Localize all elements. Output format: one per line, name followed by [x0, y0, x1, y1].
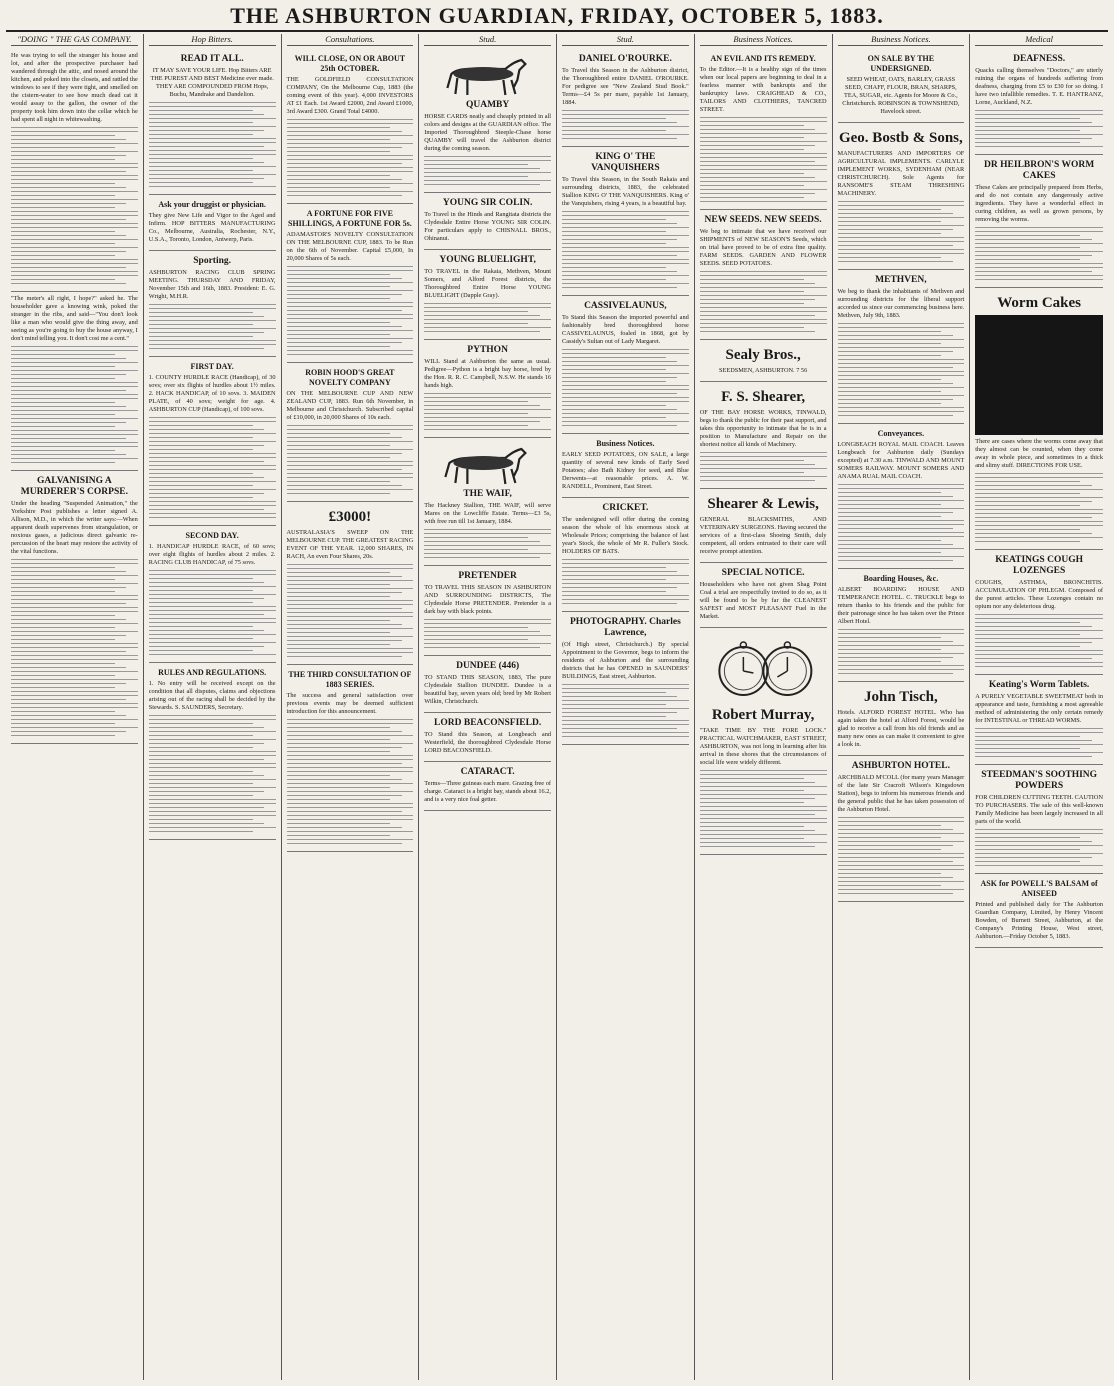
ad-headline: METHVEN,	[875, 275, 927, 285]
advertisement	[838, 123, 965, 270]
advertisement	[562, 49, 689, 147]
advertisement	[287, 204, 414, 363]
ad-headline: THE WAIF,	[463, 489, 512, 499]
advertisement	[287, 363, 414, 502]
ad-headline: STEEDMAN'S SOOTHING POWDERS	[981, 770, 1098, 791]
ad-text: The undersigned will offer during the coming season the whole of his enormous stock at Wholesale Prices; comprising the balance of last year's Stock, the whole of Mr R. Fuller's Stock. HOLDERS OF BATS.	[562, 516, 689, 555]
ad-headline: FIRST DAY.	[190, 362, 234, 371]
advertisement	[700, 340, 827, 382]
article-text: "The meter's all right, I hope?" asked he. The householder gave a knowing wink, poked the stranger in the ribs, and said—"You don't look like a man who would give the thing away, and seeing as you're going to buy the house anyway, I don't mind telling you. It don't cost me a cent."	[11, 295, 138, 342]
ad-text: MANUFACTURERS AND IMPORTERS OF AGRICULTURAL IMPLEMENTS. CARLYLE IMPLEMENT WORKS, SYDENHAM (NEAR CHRISTCHURCH). Sole Agents for RANSOME'S STEAM THRESHING MACHINERY.	[837, 150, 965, 197]
advertisement	[287, 502, 414, 665]
ad-headline: PHOTOGRAPHY. Charles Lawrence,	[569, 617, 681, 638]
ad-headline: KEATINGS COUGH LOZENGES	[995, 555, 1083, 576]
advertisement	[975, 288, 1103, 550]
ink-blot	[975, 315, 1103, 435]
text-lines	[975, 829, 1103, 866]
text-lines	[562, 211, 689, 288]
ad-headline: CASSIVELAUNUS,	[584, 301, 667, 311]
advertisement	[149, 251, 276, 357]
advertisement	[424, 566, 551, 656]
column-heading: Business Notices.	[700, 34, 827, 46]
text-lines	[975, 110, 1103, 147]
advertisement	[562, 147, 689, 296]
text-lines	[11, 559, 138, 736]
text-lines	[149, 715, 276, 832]
ad-text: The success and general satisfaction over previous events may be deemed sufficient introduction for this announcement.	[286, 692, 414, 715]
horse-illustration	[424, 54, 551, 98]
ad-headline: THE THIRD CONSULTATION OF 1883 SERIES.	[288, 670, 412, 689]
ad-text: TO STAND THIS SEASON, 1883, The pure Clydesdale Stallion DUNDEE. Dundee is a beautiful bay, seven years old; bred by Mr Robert Wilkin, Christchurch.	[424, 674, 551, 705]
ad-headline: DR HEILBRON'S WORM CAKES	[984, 160, 1095, 181]
advertisement	[562, 296, 689, 434]
advertisement	[700, 489, 827, 563]
ad-text: To Travel this Season, in the South Rakaia and surrounding districts, 1883, the celebrated Stallion KING O' THE VANQUISHERS. King o' the Vanquishers, rising 4 years, is a beautiful bay.	[562, 176, 689, 207]
column-heading: "DOING " THE GAS COMPANY.	[11, 34, 138, 46]
text-lines	[287, 266, 414, 355]
advertisement	[975, 49, 1103, 155]
advertisement	[424, 713, 551, 762]
ad-text: These Cakes are principally prepared from Herbs, and do not contain any dangerously active ingredients. They have a wonderful effect in curing children, as well as grown persons, by removing the worms.	[975, 184, 1103, 223]
ad-headline: ASK for POWELL'S BALSAM of ANISEED	[980, 879, 1098, 898]
advertisement	[838, 49, 965, 123]
ad-headline: Worm Cakes	[997, 295, 1081, 311]
text-lines	[838, 201, 965, 262]
ad-text: "TAKE TIME BY THE FORE LOCK." PRACTICAL WATCHMAKER, EAST STREET, ASHBURTON, was not long in learning after his arrival in these shores that the circumstances of social life were widely different.	[699, 727, 827, 766]
advertisement	[700, 49, 827, 210]
ad-text: Hotels. ALFORD FOREST HOTEL. Who has again taken the hotel at Alford Forest, would be glad to receive a call from his old friends and as many new ones as can make it convenient to give a look in.	[837, 709, 965, 748]
ad-headline: NEW SEEDS. NEW SEEDS.	[704, 215, 822, 225]
column-7	[833, 34, 971, 1380]
advertisement	[838, 756, 965, 902]
ad-text: AUSTRALASIA'S SWEEP ON THE MELBOURNE CUP. THE GREATEST RACING EVENT OF THE YEAR. 12,000 SHARES, IN RACH, An even Four Shares, 20s.	[286, 529, 414, 560]
text-lines	[838, 817, 965, 894]
text-lines	[700, 117, 827, 202]
ad-headline: KING O' THE VANQUISHERS	[591, 152, 660, 173]
article-headline: GALVANISING A MURDERER'S CORPSE.	[20, 476, 128, 497]
advertisement	[424, 656, 551, 713]
text-lines	[149, 570, 276, 655]
ad-headline: YOUNG BLUELIGHT,	[439, 255, 536, 265]
article-text: He was trying to sell the stranger his house and lot, and after the prospective purchaser had wandered through the attic, and nosed around the kitchen, and poked into the closets, and rattled the windows to see if they were tight, and smelled on the cistern-water to see how much dead cat it would assay to the gallon, the owner of the property took him down into the cellar which he had spent all night in whitewashing.	[11, 52, 138, 123]
ad-headline: READ IT ALL.	[180, 54, 244, 64]
text-lines	[11, 127, 138, 284]
ad-text: Householders who have not given Shag Point Coal a trial are respectfully invited to do so, as it will be found to be by far the CLEANEST SAFEST and MOST PLEASANT Fuel in the Market.	[699, 581, 827, 620]
ad-headline: John Tisch,	[864, 689, 938, 705]
ad-headline: SECOND DAY.	[185, 531, 239, 540]
column-heading: Business Notices.	[838, 34, 965, 46]
ad-headline: DANIEL O'ROURKE.	[578, 54, 672, 64]
ad-headline: DEAFNESS.	[1013, 54, 1066, 64]
column-heading: Medical	[975, 34, 1103, 46]
ad-text: We beg to thank the inhabitants of Methven and surrounding districts for the liberal support accorded us since our commencing business here. Methven, July 9th, 1883.	[837, 288, 965, 319]
ad-headline: ROBIN HOOD'S GREAT NOVELTY COMPANY	[305, 368, 395, 387]
ad-text: LONGBEACH ROYAL MAIL COACH. Leaves Longbeach for Ashburton daily (Sundays excepted) at 7.30 a.m. TINWALD AND MOUNT SOMERS RAILWAY. MOUNT SOMERS AND ANAMA RUAL MAIL COACH.	[837, 441, 965, 480]
advertisement	[975, 155, 1103, 288]
ad-text: Quacks calling themselves "Doctors," are utterly ruining the organs of hundreds suffering from deafness, charging from £5 to £30 for so doing. I have two infallible remedies. T. E. HANTRANZ, Lorne, Auckland, N.Z.	[975, 67, 1103, 106]
advertisement	[424, 193, 551, 250]
advertisement	[287, 665, 414, 852]
ad-text: EARLY SEED POTATOES, ON SALE, a large quantity of several new kinds of Early Seed Potatoes; also Bath Kidney for seed, and Blue Derwents—at reasonable prices. A. W. RANDELL, Prominent, East Street.	[562, 451, 689, 490]
advertisement	[975, 675, 1103, 765]
text-lines	[838, 629, 965, 674]
ad-text: Terms—Three guineas each mare. Grazing free of charge. Cataract is a bright bay, stands about 16.2, and is a very nice foal getter.	[424, 780, 551, 803]
advertisement	[838, 682, 965, 756]
advertisement	[562, 612, 689, 745]
text-lines	[562, 559, 689, 604]
horse-illustration	[424, 443, 551, 487]
text-lines	[424, 156, 551, 185]
ad-headline: Sealy Bros.,	[725, 347, 801, 363]
ad-text: TO TRAVEL in the Rakaia, Methven, Mount Somers, and Alford Forest districts, the Thoroughbred Entire Horse YOUNG BLUELIGHT (Dapple Gray).	[424, 268, 551, 299]
ad-text: OF THE BAY HORSE WORKS, TINWALD, begs to thank the public for their past support, and takes this opportunity to intimate that he is in a position to Manufacture and Repair on the shortest notice all kinds of Machinery.	[699, 409, 827, 448]
ad-text: IT MAY SAVE YOUR LIFE. Hop Bitters ARE THE PUREST AND BEST Medicine ever made. THEY ARE COMPOUNDED FROM Hops, Buchu, Mandrake and Dandelion.	[150, 67, 274, 98]
text-lines	[838, 323, 965, 416]
ad-headline: ON SALE BY THE UNDERSIGNED.	[867, 54, 935, 73]
column-heading: Hop Bitters.	[149, 34, 276, 46]
ad-text: SEEDSMEN, ASHBURTON. 7 56	[719, 367, 808, 374]
advertisement	[424, 762, 551, 811]
column-2	[144, 34, 282, 1380]
ad-text: COUGHS, ASTHMA, BRONCHITIS. ACCUMULATION OF PHLEGM. Composed of the purest articles. These Lozenges contain no opium nor any deleterious drug.	[975, 579, 1103, 610]
text-lines	[287, 719, 414, 844]
advertisement	[700, 563, 827, 628]
article	[11, 471, 138, 744]
ad-headline: Geo. Bostb & Sons,	[838, 130, 963, 146]
column-5	[557, 34, 695, 1380]
text-lines	[562, 684, 689, 737]
ad-text: ADAMASTOR'S NOVELTY CONSULTATION ON THE MELBOURNE CUP, 1883. To be Run on the 6th of November. Capital £5,000, In 20,000 Shares of 5s each.	[286, 231, 414, 262]
text-lines	[424, 619, 551, 648]
ad-headline: F. S. Shearer,	[721, 389, 806, 405]
ad-headline: DUNDEE (446)	[456, 661, 520, 671]
advertisement	[149, 49, 276, 195]
ad-headline: Sporting.	[193, 256, 231, 266]
ad-text: ON THE MELBOURNE CUP AND NEW ZEALAND CUP, 1883. Run 6th November, in Melbourne and Christchurch. Subscribed capital of £10,000, in 20,000 Shares of 10s each.	[286, 390, 414, 421]
ad-headline: PRETENDER	[458, 571, 517, 581]
ad-text: ARCHIBALD M'COLL (for many years Manager of the late Sir Cracroft Wilson's Kingsdown Station), begs to inform his numerous friends and the general public that he has taken possession of the Ashburton Hotel.	[837, 774, 965, 813]
text-lines	[700, 770, 827, 847]
ad-headline: Robert Murray,	[711, 707, 815, 723]
ad-headline: A FORTUNE FOR FIVE SHILLINGS, A FORTUNE FOR 5s.	[288, 209, 412, 228]
ad-text: 1. No entry will be received except on the condition that all disputes, claims and objections arising out of the racing shall be decided by the Stewards. S. SAUNDERS, Secretary.	[148, 680, 276, 711]
text-lines	[562, 349, 689, 426]
ad-headline: £3000!	[328, 509, 372, 525]
advertisement	[562, 434, 689, 498]
ad-headline: LORD BEACONSFIELD.	[434, 718, 542, 728]
ad-text: They give New Life and Vigor to the Aged and Infirm. HOP BITTERS MANUFACTURING Co., Melbourne, Australia, Rochester, N.Y., U.S.A., Toronto, London, Antwerp, Paris.	[148, 212, 276, 243]
ad-text: (Of High street, Christchurch.) By special Appointment to the Governor, begs to inform the residents of Ashburton and the surrounding districts that he has OPENED in SAUNDERS' BUILDINGS, East street, Ashburton.	[562, 641, 689, 680]
text-lines	[149, 304, 276, 349]
ad-text: We beg to intimate that we have received our SHIPMENTS of NEW SEASON'S Seeds, which on trial have proved to be of extra fine quality. FARM SEEDS. GARDEN AND FLOWER SEEDS. SEED POTATOES.	[699, 228, 827, 267]
advertisement	[562, 498, 689, 612]
text-lines	[424, 393, 551, 430]
advertisement	[424, 49, 551, 193]
text-lines	[287, 119, 414, 196]
ad-headline: Keating's Worm Tablets.	[988, 680, 1090, 690]
advertisement	[424, 438, 551, 566]
advertisement	[700, 210, 827, 340]
ad-text: HORSE CARDS neatly and cheaply printed in all colors and designs at the GUARDIAN office. The Imported Thoroughbred Steeple-Chase horse QUAMBY will travel the Ashburton district during the coming season.	[424, 113, 551, 152]
advertisement	[975, 550, 1103, 675]
column-heading: Stud.	[424, 34, 551, 46]
ad-text: ALBERT BOARDING HOUSE AND TEMPERANCE HOTEL. C. TRUCKLE begs to return thanks to his friends and the public for their patronage since he has taken over the Prince Albert Hotel.	[837, 586, 965, 625]
text-lines	[424, 529, 551, 558]
ad-text: FOR CHILDREN CUTTING TEETH. CAUTION TO PURCHASERS. The sale of this well-known Family Medicine has been largely increased in all parts of the world.	[975, 794, 1103, 825]
advertisement	[838, 569, 965, 682]
ad-text: 1. HANDICAP HURDLE RACE, of 60 sovs; over eight flights of hurdles about 2 miles. 2. RACING CLUB HANDICAP, of 75 sovs.	[148, 543, 276, 566]
advertisement	[149, 663, 276, 840]
text-lines	[700, 452, 827, 481]
advertisement	[424, 340, 551, 438]
ad-headline: YOUNG SIR COLIN.	[442, 198, 533, 208]
article	[11, 292, 138, 471]
ad-headline: AN EVIL AND ITS REMEDY.	[710, 54, 816, 63]
ad-headline: WILL CLOSE, ON OR ABOUT 25th OCTOBER.	[294, 54, 406, 73]
ad-headline: ASHBURTON HOTEL.	[851, 761, 950, 771]
text-lines	[975, 614, 1103, 667]
advertisement	[149, 195, 276, 251]
text-lines	[287, 425, 414, 494]
ad-headline: CATARACT.	[460, 767, 515, 777]
advertisement	[975, 874, 1103, 948]
text-lines	[149, 102, 276, 187]
ad-headline: PYTHON	[467, 345, 508, 355]
column-3	[282, 34, 420, 1380]
text-lines	[562, 110, 689, 139]
ad-text: TO TRAVEL THIS SEASON IN ASHBURTON AND SURROUNDING DISTRICTS, The Clydesdale Horse PRETENDER. Pretender is a dark bay with black points.	[424, 584, 551, 615]
ad-headline: CRICKET.	[602, 503, 649, 513]
ad-text: To the Editor.—It is a healthy sign of the times when our local papers are beginning to deal in a fearless manner with bankrupts and the bankruptcy laws. CRAIGHEAD & CO., TAILORS AND CLOTHIERS, TANCRED STREET.	[699, 66, 827, 113]
ad-headline: QUAMBY	[465, 100, 510, 110]
ad-headline: Business Notices.	[596, 439, 655, 448]
text-lines	[975, 728, 1103, 757]
imprint-text: Printed and published daily for The Ashburton Guardian Company, Limited, by Henry Vincent Bowden, of Burnett Street, Ashburton, at the Company's Printing House, West street, Ashburton.—Friday October 5, 1883.	[975, 901, 1103, 940]
text-lines	[838, 484, 965, 561]
advertisement	[838, 424, 965, 569]
ad-headline: RULES AND REGULATIONS.	[158, 668, 267, 677]
ad-headline: Ask your druggist or physician.	[158, 200, 266, 209]
advertisement	[700, 628, 827, 855]
ad-text: A PURELY VEGETABLE SWEETMEAT both in appearance and taste, furnishing a most agreeable method of administering the only certain remedy for INTESTINAL or THREAD WORMS.	[975, 693, 1103, 724]
ad-text: To Stand this Season the imported powerful and fashionably bred thoroughbred horse CASSIVELAUNUS, foaled in 1868, got by Cassidy's Sultan out of Lady Margaret.	[562, 314, 689, 345]
ad-text: To Travel this Season in the Ashburton district, the Thoroughbred entire DANIEL O'ROURKE. For pedigree see "New Zealand Stud Book." Terms—£4 5s per mare, payable 1st January, 1884.	[562, 67, 689, 106]
ad-text: WILL Stand at Ashburton the same as usual. Pedigree—Python is a bright bay horse, bred by the Hon. R. R. C. Campbell, N.S.W. He stands 16 hands high.	[424, 358, 551, 389]
column-4	[419, 34, 557, 1380]
column-heading: Consultations.	[287, 34, 414, 46]
column-1	[6, 34, 144, 1380]
advertisement	[975, 765, 1103, 874]
advertisement	[700, 382, 827, 489]
text-lines	[287, 564, 414, 657]
text-lines	[975, 473, 1103, 542]
advertisement	[287, 49, 414, 204]
advertisement	[149, 526, 276, 663]
ad-headline: Boarding Houses, &c.	[863, 574, 939, 583]
text-lines	[975, 227, 1103, 280]
column-6	[695, 34, 833, 1380]
text-lines	[700, 271, 827, 332]
ad-text: ASHBURTON RACING CLUB SPRING MEETING. THURSDAY AND FRIDAY, November 15th and 16th, 1883. President: E. G. Wright, M.H.R.	[148, 269, 276, 300]
column-heading: Stud.	[562, 34, 689, 46]
advertisement	[149, 357, 276, 526]
newspaper-title: THE ASHBURTON GUARDIAN, FRIDAY, OCTOBER 5, 1883.	[230, 3, 884, 28]
ad-text: TO Stand this Season, at Longbeach and Westerfield, the thoroughbred Clydesdale Horse LORD BEACONSFIELD.	[424, 731, 551, 754]
ad-text: The Hackney Stallion, THE WAIF, will serve Mares on the Lowcliffe Estate. Terms—£3 5s, with free run till 1st January, 1884.	[424, 502, 551, 525]
ad-headline: SPECIAL NOTICE.	[721, 568, 805, 578]
advertisement	[838, 270, 965, 424]
column-8	[970, 34, 1108, 1380]
ad-text: THE GOLDFIELD CONSULTATION COMPANY, On the Melbourne Cup, 1883 (the coming event of this year). 4,000 INVESTORS AT £1 Each. 1st Award £2000, 2nd Award £1000, 3rd Award £300. Grand Total £4000.	[286, 76, 414, 115]
ad-headline: Conveyances.	[877, 429, 925, 438]
text-lines	[149, 417, 276, 518]
text-lines	[424, 303, 551, 332]
article	[11, 49, 138, 292]
ad-text: GENERAL BLACKSMITHS, AND VETERINARY SURGEONS. Having secured the services of a first-class Shoeing Smith, duly competent, all orders entrusted to their care will receive prompt attention.	[699, 516, 827, 555]
article-text: Under the heading "Suspended Animation," the Yorkshire Post publishes a letter signed A. Allison, M.D., in which the writer says:—When apparent death supervenes from strangulation, or noxious gases, a judicious direct galvanic re-percussion of the heart may restore the activity of the vital functions.	[11, 500, 138, 555]
masthead	[6, 2, 1108, 32]
ad-text: To Travel in the Hinds and Rangitata districts the Clydesdale Entire Horse YOUNG SIR COLIN. For particulars apply to CHISNALL BROS., Ohinanui.	[424, 211, 551, 242]
ad-text: There are cases where the worms come away that they almost can be counted, when they come away in whole piece, and sometimes in a thick and slimy stuff. DIRECTIONS FOR USE.	[975, 438, 1103, 469]
ad-headline: Shearer & Lewis,	[707, 496, 819, 512]
advertisement	[424, 250, 551, 340]
text-lines	[11, 346, 138, 463]
columns	[6, 34, 1108, 1380]
ad-text: 1. COUNTY HURDLE RACE (Handicap), of 30 sovs; over six flights of hurdles about 1½ miles. 2. HACK HANDICAP, of 10 sovs. 3. MAIDEN PLATE, of 40 sovs; weight for age. 4. ASHBURTON CUP (Handicap), of 100 sovs.	[148, 374, 276, 413]
ad-text: SEED WHEAT, OATS, BARLEY, GRASS SEED, CHAFF, FLOUR, BRAN, SHARPS, TEA, SUGAR, etc. Agents for Moore & Co., Christchurch. ROBINSON & TOWNSHEND, Havelock street.	[842, 76, 960, 115]
pocket-watch-illustration	[700, 633, 827, 703]
